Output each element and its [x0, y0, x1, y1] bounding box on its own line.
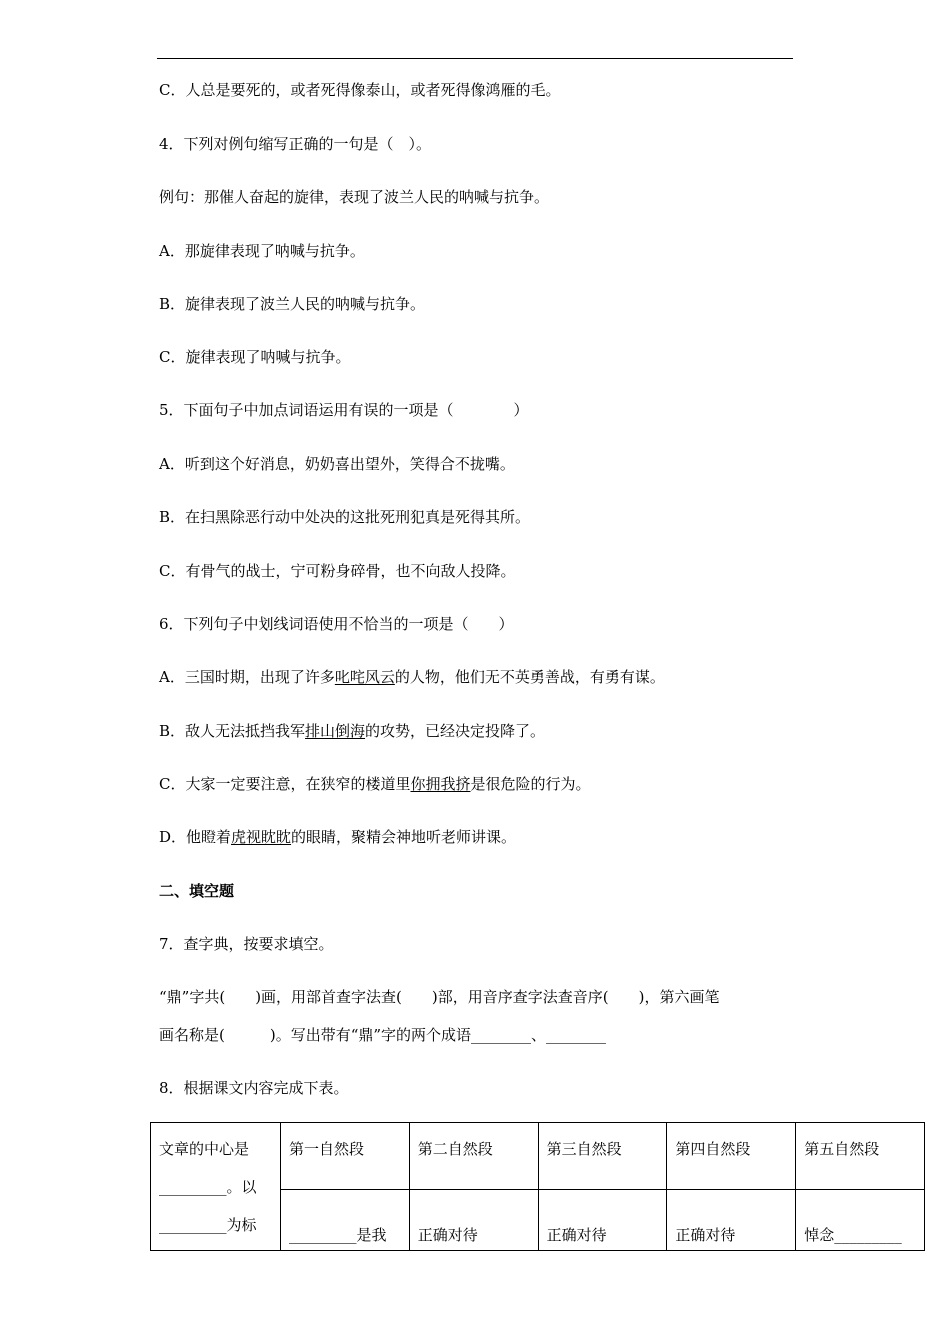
- q6-option-d-after: 的眼睛，聚精会神地听老师讲课。: [291, 828, 517, 846]
- q5-option-b: B．在扫黑除恶行动中处决的这批死刑犯真是死得其所。: [159, 508, 531, 526]
- first-col-line-3: _________为标: [159, 1216, 257, 1234]
- q7-stem: 7．查字典，按要求填空。: [159, 935, 334, 953]
- q4-option-c: C．旋律表现了呐喊与抗争。: [159, 348, 351, 366]
- table-row-header: [151, 1123, 925, 1190]
- q6-option-c: [159, 774, 591, 794]
- q5-option-a: A．听到这个好消息，奶奶喜出望外，笑得合不拢嘴。: [159, 455, 515, 473]
- table-header-cell: 第五自然段: [796, 1123, 925, 1190]
- table-cell: 正确对待: [538, 1189, 667, 1250]
- q6-option-a: [159, 667, 665, 687]
- q6-option-c-underlined: 你拥我挤: [410, 775, 471, 793]
- q6-option-c-after: 是很危险的行为。: [470, 775, 591, 793]
- q6-stem: 6．下列句子中划线词语使用不恰当的一项是（ ）: [159, 615, 514, 633]
- q6-option-b-underlined: 排山倒海: [305, 722, 366, 740]
- section-title-fill-blank: 二、填空题: [159, 882, 235, 900]
- q6-option-b: [159, 721, 545, 741]
- q4-stem: 4．下列对例句缩写正确的一句是（ ）。: [159, 135, 432, 153]
- table-header-cell: 第二自然段: [409, 1123, 538, 1190]
- q4-example: 例句：那催人奋起的旋律，表现了波兰人民的呐喊与抗争。: [159, 188, 550, 206]
- q6-option-a-before: A．三国时期，出现了许多: [159, 668, 335, 686]
- first-col-line-1: 文章的中心是: [159, 1140, 250, 1158]
- table-header-cell: 第四自然段: [667, 1123, 796, 1190]
- q6-option-d: [159, 827, 516, 847]
- table-cell: 正确对待: [667, 1189, 796, 1250]
- q6-option-a-after: 的人物，他们无不英勇善战，有勇有谋。: [394, 668, 665, 686]
- q7-line-2: 画名称是( )。写出带有“鼎”字的两个成语________、________: [159, 1026, 607, 1044]
- q3-option-c: C．人总是要死的，或者死得像泰山，或者死得像鸿雁的毛。: [159, 81, 561, 99]
- header-rule: [157, 58, 793, 59]
- q8-table: [150, 1122, 925, 1251]
- q6-option-b-after: 的攻势，已经决定投降了。: [365, 722, 546, 740]
- q6-option-a-underlined: 叱咤风云: [334, 668, 395, 686]
- table-cell: _________是我: [281, 1189, 410, 1250]
- q5-option-c: C．有骨气的战士，宁可粉身碎骨，也不向敌人投降。: [159, 562, 516, 580]
- q4-option-a: A．那旋律表现了呐喊与抗争。: [159, 242, 365, 260]
- first-col-line-2: _________。以: [159, 1178, 257, 1196]
- q8-stem: 8．根据课文内容完成下表。: [159, 1079, 349, 1097]
- q6-option-c-before: C．大家一定要注意，在狭窄的楼道里: [159, 775, 411, 793]
- table-cell: 悼念_________: [796, 1189, 925, 1250]
- q4-option-b: B．旋律表现了波兰人民的呐喊与抗争。: [159, 295, 426, 313]
- q6-option-b-before: B．敌人无法抵挡我军: [159, 722, 306, 740]
- table-first-column-cell: [151, 1123, 281, 1251]
- q6-option-d-before: D．他瞪着: [159, 828, 232, 846]
- table-cell: 正确对待: [409, 1189, 538, 1250]
- q6-option-d-underlined: 虎视眈眈: [231, 828, 292, 846]
- q5-stem: 5．下面句子中加点词语运用有误的一项是（ ）: [159, 401, 529, 419]
- q7-line-1: “鼎”字共( )画，用部首查字法查( )部，用音序查字法查音序( )，第六画笔: [159, 988, 720, 1006]
- table-header-cell: 第三自然段: [538, 1123, 667, 1190]
- table-header-cell: 第一自然段: [281, 1123, 410, 1190]
